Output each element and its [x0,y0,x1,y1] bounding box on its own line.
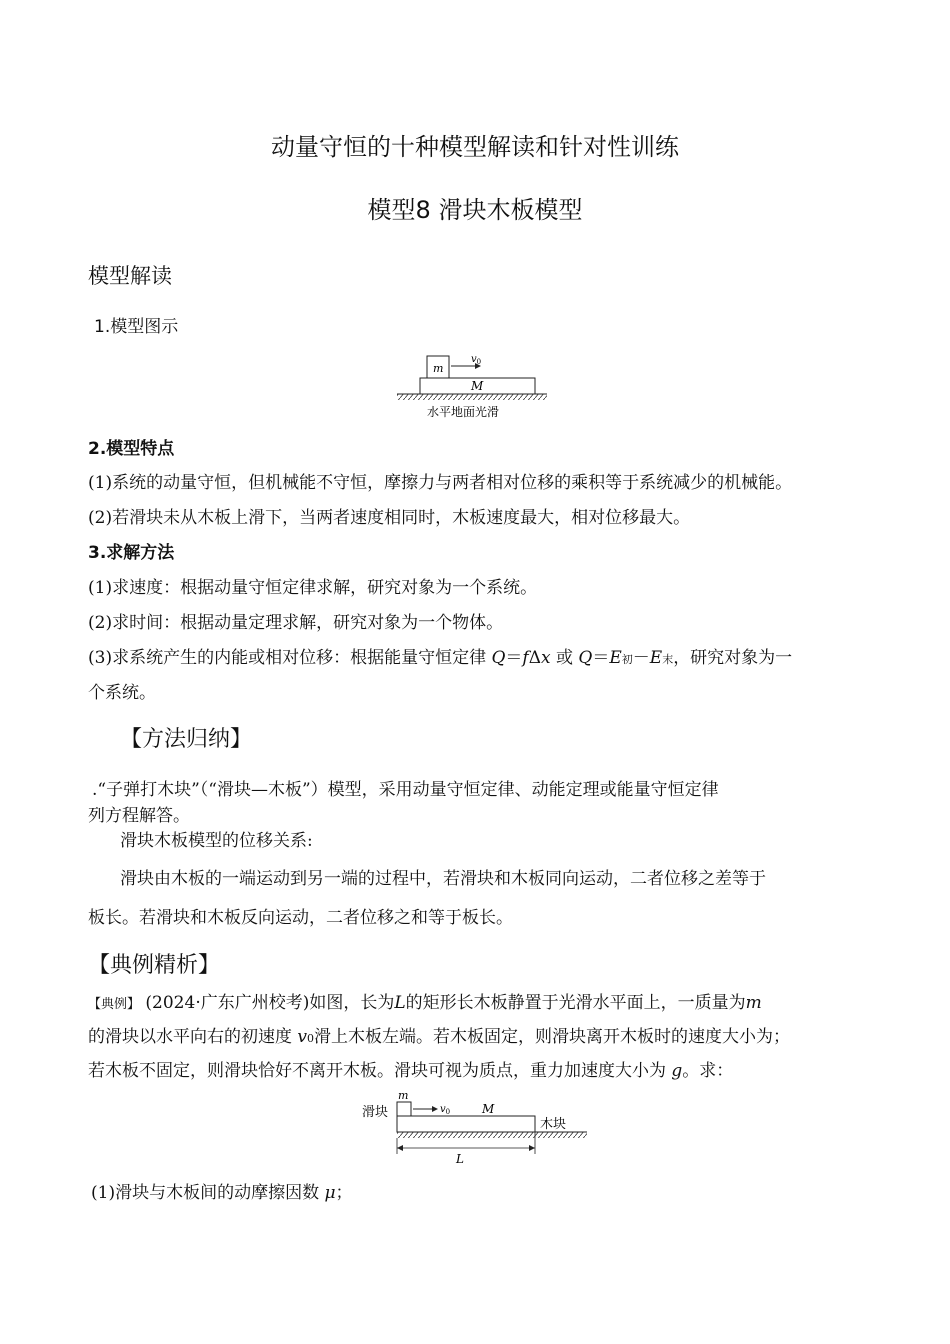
figure-slider-board [395,350,555,422]
dim-arrow-left [397,1145,403,1151]
velocity-label: $v_0$ [471,354,482,366]
document-title: 动量守恒的十种模型解读和针对性训练 [271,133,679,161]
figure-example [360,1088,592,1168]
method-line-1: .“子弹打木块”（“滑块—木板”）模型，采用动量守恒定律、动能定理或能量守恒定律 [92,780,719,800]
slider-label: 滑块 [362,1105,389,1120]
ground-hatch [397,394,547,400]
mass-M-label: M [482,1102,495,1116]
board-label: 木块 [540,1117,567,1132]
model-title: 模型8 滑块木板模型 [367,196,583,224]
trait-2: (2)若滑块未从木板上滑下，当两者速度相同时，木板速度最大，相对位移最大。 [88,508,691,528]
example-line-3: 若木板不固定，则滑块恰好不离开木板。滑块可视为质点，重力加速度大小为 g。求： [88,1061,734,1081]
mass-m-label: m [433,362,444,375]
section-example-heading: 【典例精析】 [88,953,221,978]
method-line-4: 滑块由木板的一端运动到另一端的过程中，若滑块和木板同向运动，二者位移之差等于 [120,869,766,889]
method-line-5: 板长。若滑块和木板反向运动，二者位移之和等于板长。 [88,908,513,928]
section-method-heading: 【方法归纳】 [120,727,253,752]
ground-hatch [397,1132,587,1138]
example-line-2: 的滑块以水平向右的初速度 v0滑上木板左端。若木板固定，则滑块离开木板时的速度大小为； [88,1027,791,1047]
slider-block [397,1102,411,1116]
section-traits-heading: 2.模型特点 [88,439,175,459]
section-figure-heading: 1.模型图示 [94,317,179,337]
board [397,1116,535,1132]
arrow-head [432,1106,438,1112]
trait-1: (1)系统的动量守恒，但机械能不守恒，摩擦力与两者相对位移的乘积等于系统减少的机械能。 [88,473,793,493]
mass-m-label: m [398,1089,409,1102]
mass-M-label: M [471,379,484,393]
solve-2: (2)求时间：根据动量定理求解，研究对象为一个物体。 [88,613,504,633]
length-L-label: L [456,1152,464,1166]
solve-3: (3)求系统产生的内能或相对位移：根据能量守恒定律 Q＝fΔx 或 Q＝E初－E末，研究对象为一 [88,648,793,668]
section-reading: 模型解读 [88,264,172,288]
dim-arrow-right [529,1145,535,1151]
method-line-2: 列方程解答。 [88,806,190,826]
ground-caption: 水平地面光滑 [427,405,500,419]
question-1: (1)滑块与木板间的动摩擦因数 μ； [91,1183,353,1203]
solve-3-cont: 个系统。 [88,683,156,703]
example-line-1: 【典例】 (2024·广东广州校考)如图，长为L的矩形长木板静置于光滑水平面上，一质量为m [88,993,762,1013]
section-solve-heading: 3.求解方法 [88,543,175,563]
solve-1: (1)求速度：根据动量守恒定律求解，研究对象为一个系统。 [88,578,538,598]
velocity-label: $v_0$ [440,1104,451,1116]
method-line-3: 滑块木板模型的位移关系: [120,831,313,851]
